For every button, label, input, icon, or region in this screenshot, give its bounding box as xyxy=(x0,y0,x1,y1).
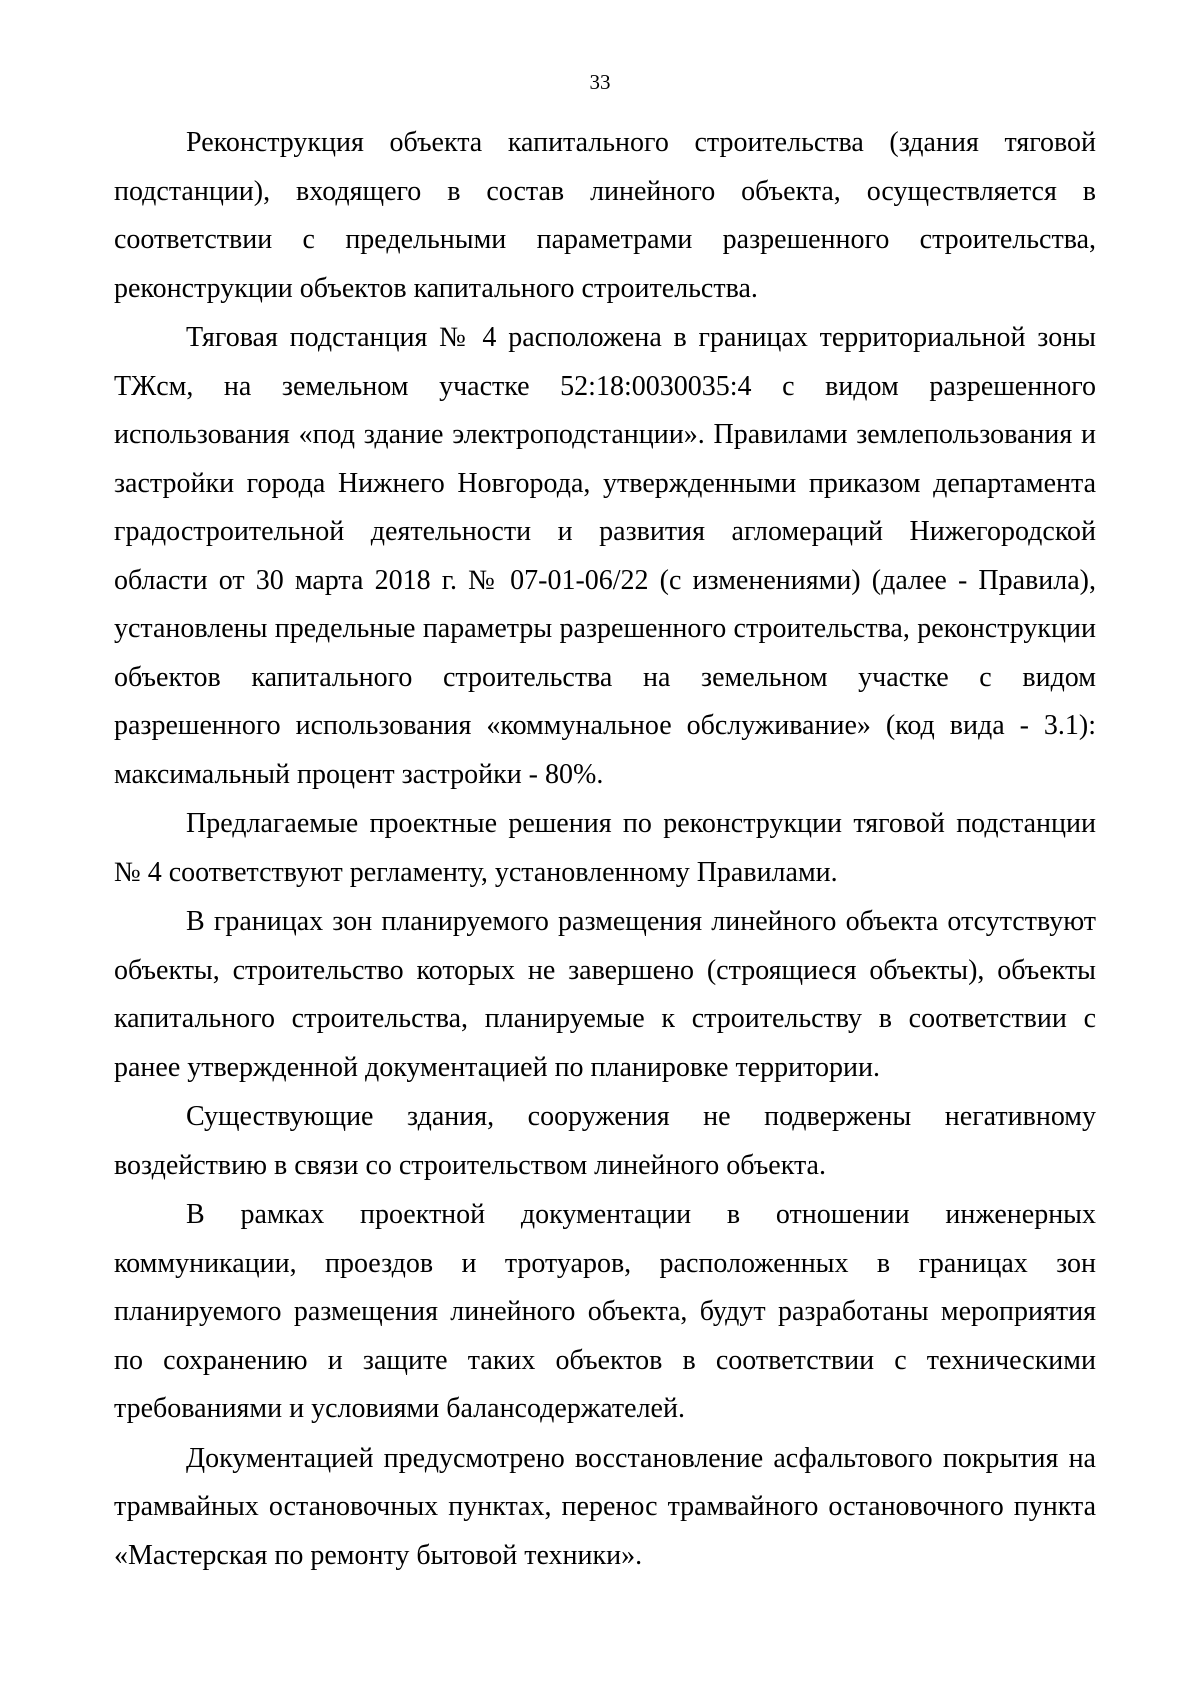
document-body xyxy=(114,119,1096,1580)
page-number: 33 xyxy=(589,70,611,94)
paragraph-asphalt-restoration: Документацией предусмотрено восстановление асфальтового покрытия на трамвайных остановочных пунктах, перенос трамвайного остановочного пункта «Мастерская по ремонту бытовой техники». xyxy=(114,1442,1096,1571)
paragraph-substation-zone: Тяговая подстанция № 4 расположена в границах территориальной зоны ТЖсм, на земельном участке 52:18:0030035:4 с видом разрешенного использования «под здание электроподстанции». Правилами землепользования и застройки города Нижнего Новгорода, утвержденными приказом департамента градостроительной деятельности и развития агломераций Нижегородской области от 30 марта 2018 г. № 07-01-06/22 (с изменениями) (далее - Правила), установлены предельные параметры разрешенного строительства, реконструкции объектов капитального строительства на земельном участке с видом разрешенного использования «коммунальное обслуживание» (код вида - 3.1): максимальный процент застройки - 80%. xyxy=(114,322,1096,790)
paragraph-unfinished-objects: В границах зон планируемого размещения линейного объекта отсутствуют объекты, строительство которых не завершено (строящиеся объекты), объекты капитального строительства, планируемые к строительству в соответствии с ранее утвержденной документацией по планировке территории. xyxy=(114,906,1096,1083)
paragraph-proposed-solutions: Предлагаемые проектные решения по реконструкции тяговой подстанции № 4 соответствуют регламенту, установленному Правилами. xyxy=(114,808,1096,888)
paragraph-utilities-protection: В рамках проектной документации в отношении инженерных коммуникации, проездов и тротуаров, расположенных в границах зон планируемого размещения линейного объекта, будут разработаны мероприятия по сохранению и защите таких объектов в соответствии с техническими требованиями и условиями балансодержателей. xyxy=(114,1199,1096,1424)
paragraph-existing-buildings: Существующие здания, сооружения не подвержены негативному воздействию в связи со строительством линейного объекта. xyxy=(114,1101,1096,1181)
paragraph-reconstruction: Реконструкция объекта капитального строительства (здания тяговой подстанции), входящего в состав линейного объекта, осуществляется в соответствии с предельными параметрами разрешенного строительства, реконструкции объектов капитального строительства. xyxy=(114,127,1096,304)
